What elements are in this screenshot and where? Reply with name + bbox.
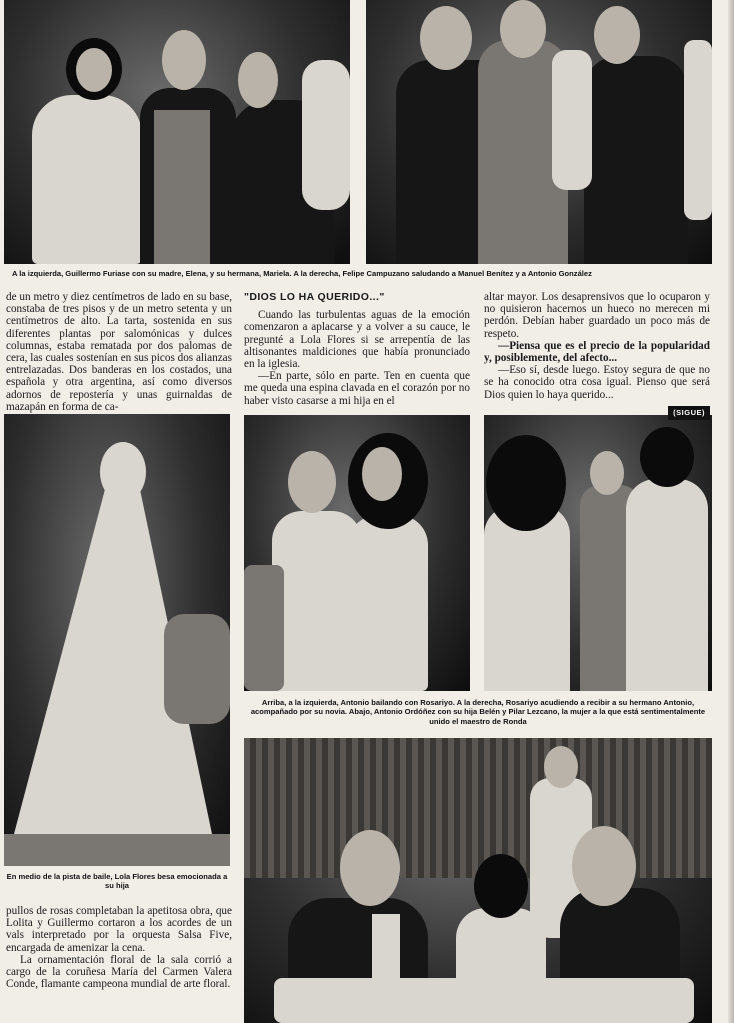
continued-badge: (SIGUE) [668,406,710,420]
photo-furiase-family [4,0,350,264]
photo-ordonez-table [244,738,712,1023]
article-col3 [484,291,710,420]
photo-bride-dancing [4,414,230,866]
article-paragraph: pullos de rosas completaban la apetitosa obra, que Lolita y Guillermo cortaron a los acordes de un vals interpretado por la orquesta Salsa Five, encargada de amenizar la cena. [6,905,232,954]
caption-bride: En medio de la pista de baile, Lola Flores besa emocionada a su hija [6,872,228,891]
article-paragraph: —En parte, sólo en parte. Ten en cuenta que me queda una espina clavada en el corazón por no haber visto casarse a mi hija en el [244,370,470,407]
photo-campuzano-greeting [366,0,712,264]
article-paragraph: —Eso sí, desde luego. Estoy segura de que no se ha conocido otra cosa igual. Pienso que será Dios quien lo haya querido... [484,364,710,401]
article-col2 [244,291,470,407]
article-col1-top [6,291,232,413]
page-edge [728,0,734,1023]
article-paragraph: Cuando las turbulentas aguas de la emoción comenzaron a aplacarse y a volver a su cauce, le pregunté a Lola Flores si se arrepentía de las altisonantes maldiciones que había pronunciado en la iglesia. [244,309,470,371]
article-col1-bottom [6,905,232,990]
article-paragraph: altar mayor. Los desaprensivos que lo ocuparon y no quisieron hacernos un hueco no merecen mi perdón. Debían haber guardado un poco más de respeto. [484,291,710,340]
photo-antonio-dancing [244,415,470,691]
article-paragraph: de un metro y diez centímetros de lado en su base, constaba de tres pisos y de un metro setenta y un centímetros de alto. La tarta, sostenida en sus diferentes plantas por salomónicas y dulces columnas, estaba rematada por dos palomas de cera, las cuales sostenían en sus picos dos alianzas entrelazadas. Dos banderas en los costados, una española y otra argentina, así como diversos adornos de repostería y unas guirnaldas de mazapán en forma de ca- [6,291,232,413]
caption-middle: Arriba, a la izquierda, Antonio bailando con Rosariyo. A la derecha, Rosariyo acudiendo a recibir a su hermano Antonio, acompañado por su novia. Abajo, Antonio Ordóñez con su hija Belén y Pilar Lezcano, la mujer a la que está sentimentalmente unido el maestro de Ronda [250,698,706,726]
article-paragraph: La ornamentación floral de la sala corrió a cargo de la coruñesa María del Carmen Valera Conde, flamante campeona mundial de arte floral. [6,953,232,991]
article-question: —Piensa que es el precio de la popularidad y, posiblemente, del afecto... [484,339,710,365]
caption-top: A la izquierda, Guillermo Furiase con su madre, Elena, y su hermana, Mariela. A la derecha, Felipe Campuzano saludando a Manuel Benítez y a Antonio González [12,269,592,278]
article-heading: "DIOS LO HA QUERIDO..." [244,291,385,303]
photo-rosariyo-greeting [484,415,712,691]
